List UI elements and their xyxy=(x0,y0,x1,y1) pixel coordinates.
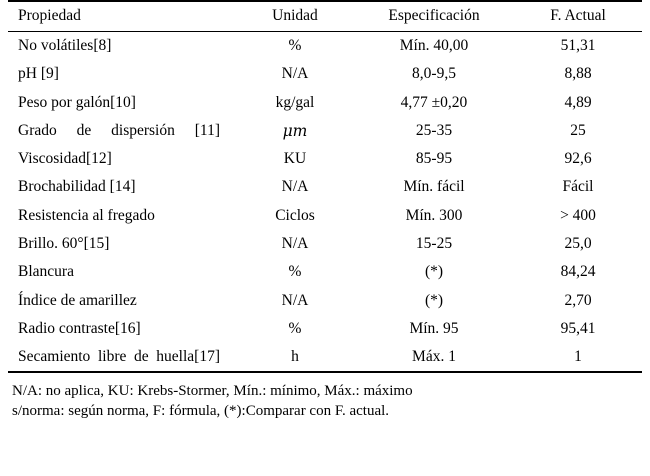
column-header-unidad: Unidad xyxy=(272,7,318,24)
cell-actual: 25 xyxy=(570,121,586,139)
cell-unidad: N/A xyxy=(281,65,309,83)
cell-especificacion: 25-35 xyxy=(415,121,453,139)
cell-propiedad: Viscosidad[12] xyxy=(18,150,112,168)
cell-actual: > 400 xyxy=(560,206,596,224)
table-row xyxy=(8,145,642,173)
cell-actual: 92,6 xyxy=(564,150,592,168)
column-header-propiedad: Propiedad xyxy=(18,7,81,24)
cell-unidad: % xyxy=(288,263,302,281)
table-row xyxy=(8,60,642,88)
table-header xyxy=(8,1,642,32)
cell-especificacion: 15-25 xyxy=(415,234,453,252)
cell-unidad: N/A xyxy=(281,178,309,196)
table-row xyxy=(8,315,642,343)
cell-propiedad: No volátiles[8] xyxy=(18,37,112,54)
table-footnotes xyxy=(8,375,642,420)
cell-propiedad: Resistencia al fregado xyxy=(18,206,155,224)
cell-unidad: h xyxy=(291,348,299,366)
cell-actual: 95,41 xyxy=(560,319,596,337)
cell-especificacion: (*) xyxy=(424,263,444,281)
column-header-especificacion: Especificación xyxy=(388,7,480,24)
cell-propiedad: Secamiento libre de huella[17] xyxy=(18,348,220,366)
cell-unidad: % xyxy=(288,37,302,54)
column-header-actual: F. Actual xyxy=(550,7,606,24)
cell-actual: 8,88 xyxy=(564,65,592,83)
cell-actual: 2,70 xyxy=(564,291,592,309)
table-row xyxy=(8,258,642,286)
cell-propiedad: pH [9] xyxy=(18,65,59,83)
cell-unidad: N/A xyxy=(281,291,309,309)
cell-especificacion: Mín. 40,00 xyxy=(399,37,469,54)
cell-actual: 1 xyxy=(574,348,582,366)
table-row xyxy=(8,32,642,61)
cell-unidad: N/A xyxy=(281,234,309,252)
cell-unidad: μm xyxy=(282,121,308,140)
table-header-row xyxy=(8,1,642,32)
cell-unidad: Ciclos xyxy=(275,206,315,224)
table-row xyxy=(8,117,642,145)
cell-actual: 25,0 xyxy=(564,234,592,252)
cell-actual: Fácil xyxy=(562,178,594,196)
cell-unidad: KU xyxy=(283,150,307,168)
table-body xyxy=(8,32,642,372)
cell-especificacion: Máx. 1 xyxy=(412,348,456,366)
cell-propiedad: Blancura xyxy=(18,263,74,281)
cell-especificacion: (*) xyxy=(424,291,444,309)
footnote-line-1: N/A: no aplica, KU: Krebs-Stormer, Mín.: mínimo, Máx.: máximo xyxy=(12,383,413,400)
table-row xyxy=(8,230,642,258)
cell-especificacion: 85-95 xyxy=(415,150,453,168)
cell-especificacion: 4,77 ±0,20 xyxy=(400,93,468,111)
cell-actual: 84,24 xyxy=(560,263,596,281)
cell-propiedad: Índice de amarillez xyxy=(18,291,137,309)
table-row xyxy=(8,287,642,315)
cell-propiedad: Brillo. 60°[15] xyxy=(18,234,110,252)
cell-propiedad: Peso por galón[10] xyxy=(18,93,136,111)
cell-actual: 4,89 xyxy=(564,93,592,111)
cell-actual: 51,31 xyxy=(560,37,596,54)
cell-propiedad: Grado de dispersión [11] xyxy=(18,121,220,139)
cell-propiedad: Radio contraste[16] xyxy=(18,319,141,337)
table-row xyxy=(8,173,642,201)
cell-especificacion: 8,0-9,5 xyxy=(412,65,456,83)
cell-especificacion: Mín. 300 xyxy=(405,206,463,224)
table-row xyxy=(8,89,642,117)
cell-propiedad: Brochabilidad [14] xyxy=(18,178,136,196)
specification-table xyxy=(8,0,642,371)
table-row xyxy=(8,343,642,371)
cell-unidad: % xyxy=(288,319,302,337)
footnote-line-2: s/norma: según norma, F: fórmula, (*):Comparar con F. actual. xyxy=(12,402,390,419)
table-row xyxy=(8,202,642,230)
cell-unidad: kg/gal xyxy=(275,93,315,111)
cell-especificacion: Mín. 95 xyxy=(409,319,459,337)
cell-especificacion: Mín. fácil xyxy=(403,178,465,196)
